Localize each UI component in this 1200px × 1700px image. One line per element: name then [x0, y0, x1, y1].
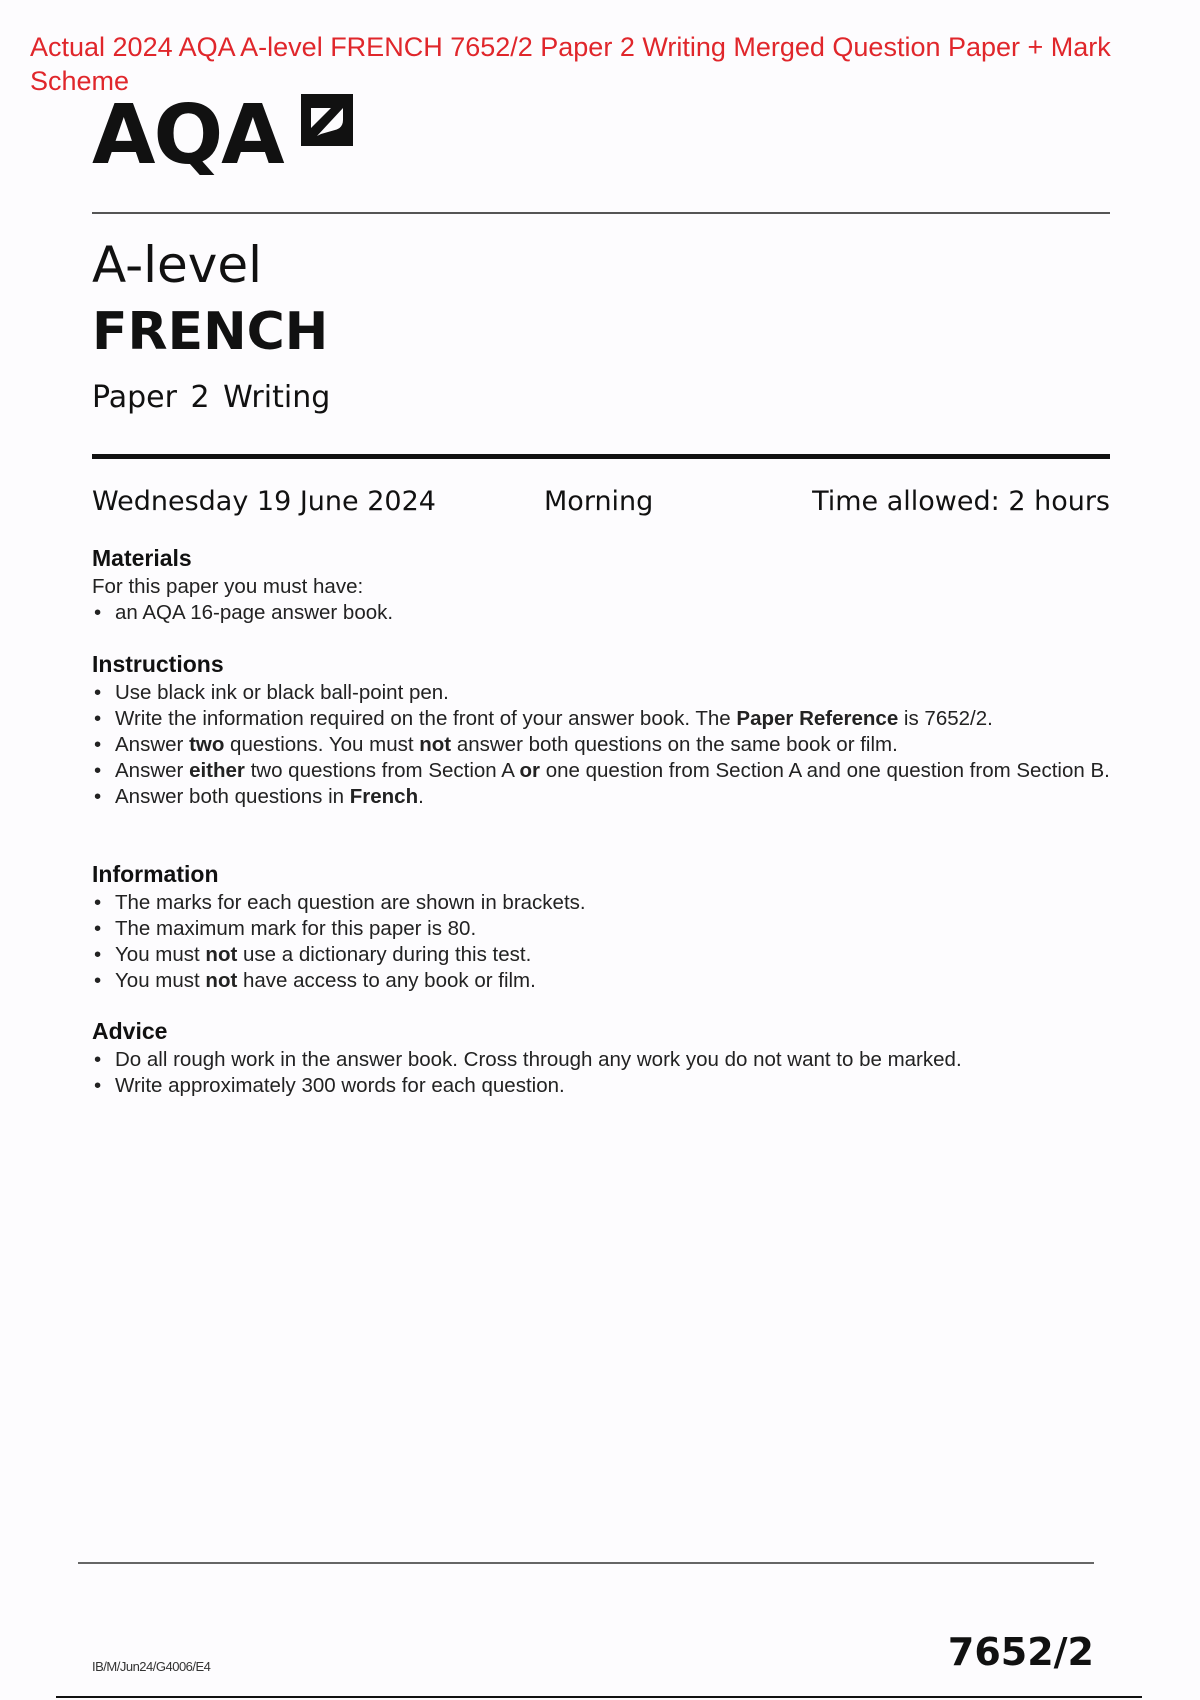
- exam-date: Wednesday 19 June 2024: [92, 486, 436, 517]
- materials-list: [92, 600, 1112, 626]
- time-allowed: Time allowed: 2 hours: [812, 486, 1110, 517]
- list-item: [92, 1047, 1112, 1073]
- emphasis-text: not: [205, 969, 238, 992]
- top-divider: [92, 212, 1110, 214]
- emphasis-text: either: [189, 759, 245, 782]
- list-text: You must: [115, 969, 206, 992]
- paper-code: 7652/2: [947, 1630, 1094, 1674]
- thick-divider: [92, 454, 1110, 459]
- subject-title: FRENCH: [92, 302, 329, 362]
- document-title-banner: Actual 2024 AQA A-level FRENCH 7652/2 Paper 2 Writing Merged Question Paper + Mark Scheme: [30, 32, 1111, 96]
- list-item: [92, 890, 1112, 916]
- emphasis-text: or: [519, 759, 541, 782]
- advice-heading: Advice: [92, 1018, 168, 1044]
- list-text: is 7652/2.: [898, 707, 993, 730]
- list-text: two questions from Section A: [244, 759, 520, 782]
- instructions-heading: Instructions: [92, 651, 224, 677]
- list-item: [92, 784, 1112, 810]
- advice-list: [92, 1047, 1112, 1099]
- instructions-list: [92, 680, 1112, 810]
- aqa-logo-text: AQA: [92, 88, 283, 183]
- instructions-section: [92, 650, 1112, 810]
- job-code: IB/M/Jun24/G4006/E4: [92, 1659, 211, 1674]
- list-text: You must: [115, 943, 206, 966]
- list-text: Write the information required on the front of your answer book. The: [115, 707, 737, 730]
- materials-intro: For this paper you must have:: [92, 575, 364, 598]
- list-text: Use black ink or black ball-point pen.: [115, 681, 449, 704]
- information-section: [92, 860, 1112, 994]
- emphasis-text: French: [349, 785, 419, 808]
- advice-section: [92, 1017, 1112, 1099]
- footer-edge-line: [56, 1696, 1142, 1698]
- list-text: Answer: [115, 733, 190, 756]
- materials-heading: Materials: [92, 545, 192, 571]
- list-item: • an AQA 16-page answer book.: [92, 600, 1112, 626]
- paper-title: Paper 2 Writing: [92, 380, 331, 415]
- information-heading: Information: [92, 861, 219, 887]
- list-item: [92, 916, 1112, 942]
- list-text: Answer both questions in: [115, 785, 350, 808]
- list-item: [92, 706, 1112, 732]
- list-text: have access to any book or film.: [237, 969, 536, 992]
- emphasis-text: Paper Reference: [736, 707, 899, 730]
- bottom-divider: [78, 1562, 1094, 1564]
- list-item: [92, 758, 1112, 784]
- list-item: [92, 1073, 1112, 1099]
- exam-session: Morning: [544, 486, 654, 517]
- qualification-level: A-level: [92, 236, 263, 294]
- materials-section: [92, 544, 1112, 626]
- emphasis-text: not: [419, 733, 452, 756]
- list-text: The marks for each question are shown in brackets.: [115, 891, 586, 914]
- list-text: one question from Section A and one question from Section B.: [540, 759, 1110, 782]
- list-text: The maximum mark for this paper is 80.: [115, 917, 477, 940]
- list-item: [92, 942, 1112, 968]
- list-text: Do all rough work in the answer book. Cross through any work you do not want to be marked.: [115, 1048, 962, 1071]
- list-item: [92, 968, 1112, 994]
- list-item: [92, 680, 1112, 706]
- emphasis-text: two: [189, 733, 225, 756]
- information-list: [92, 890, 1112, 994]
- list-text: use a dictionary during this test.: [237, 943, 532, 966]
- list-text: .: [418, 785, 424, 808]
- aqa-logo: [92, 88, 362, 184]
- aqa-flag-mark-icon: [297, 90, 357, 150]
- list-item: [92, 732, 1112, 758]
- list-text: Answer: [115, 759, 190, 782]
- list-text: answer both questions on the same book or film.: [451, 733, 898, 756]
- list-text: questions. You must: [224, 733, 420, 756]
- emphasis-text: not: [205, 943, 238, 966]
- list-text: Write approximately 300 words for each question.: [115, 1074, 565, 1097]
